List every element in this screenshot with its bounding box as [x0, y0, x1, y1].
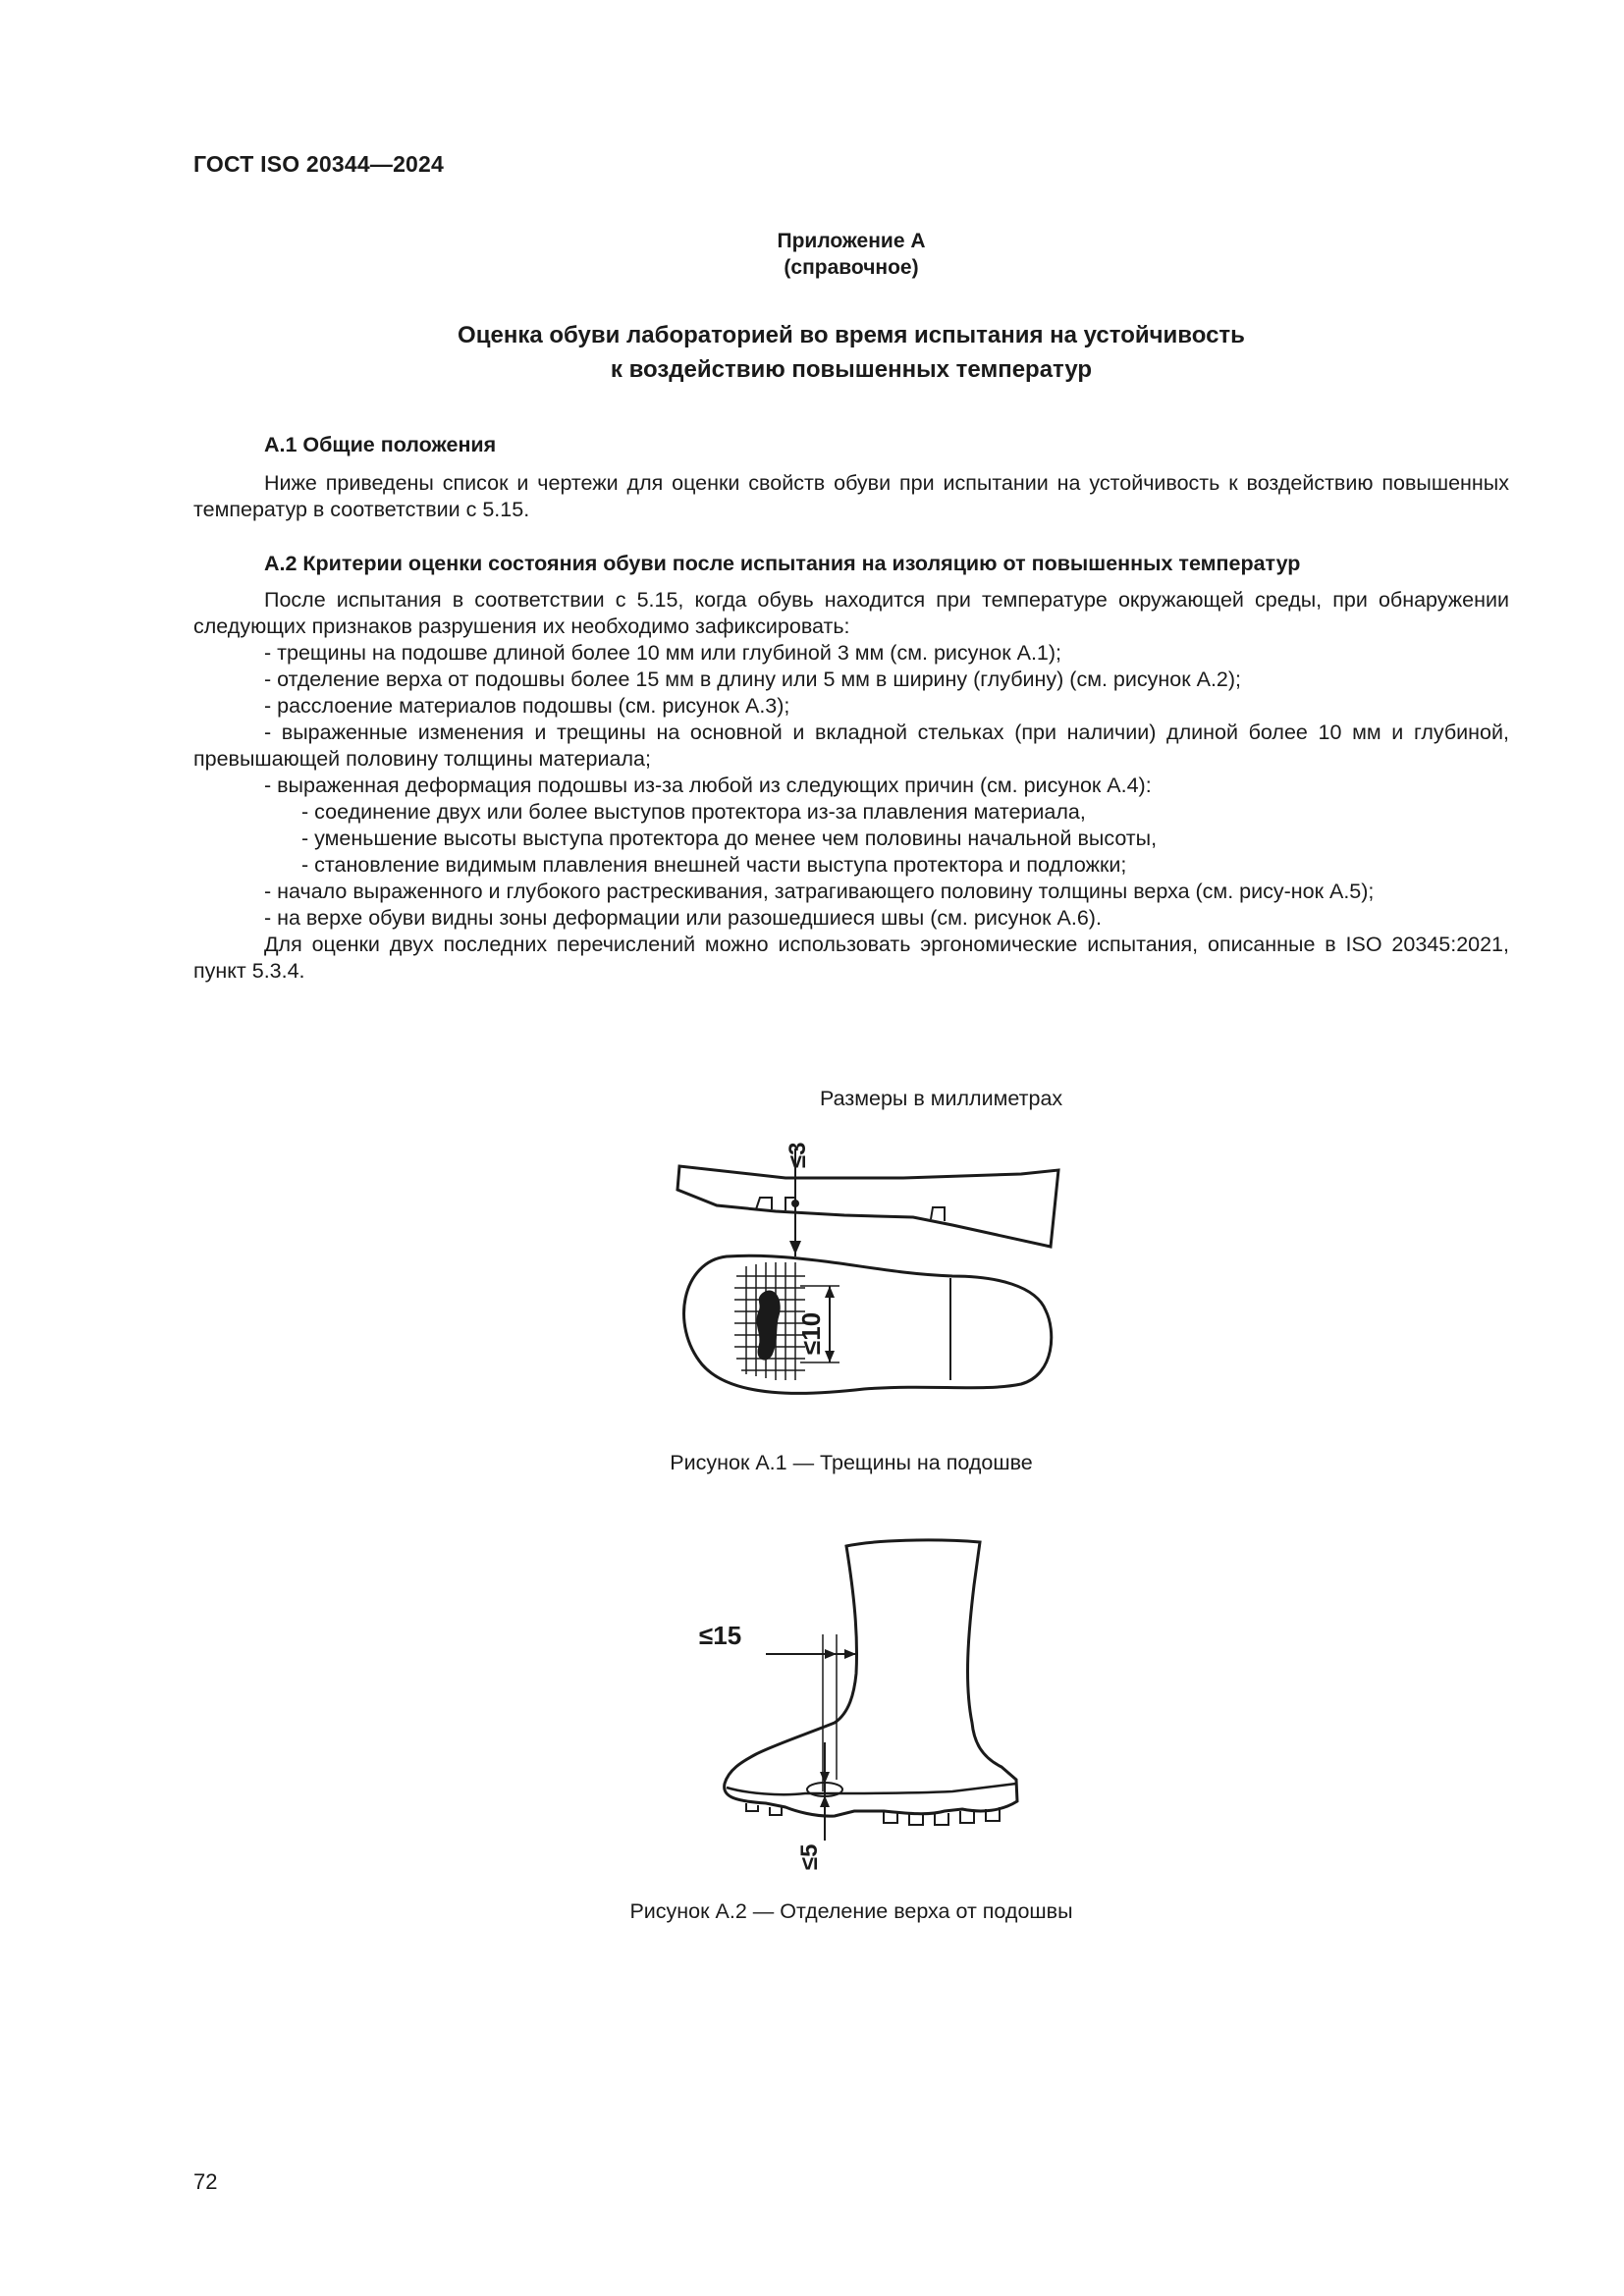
fig2-depth-label: ≤5 — [796, 1843, 823, 1870]
fig2-length-label: ≤15 — [699, 1621, 742, 1650]
annex-title — [193, 228, 1509, 281]
fig1-length-label: ≤10 — [796, 1311, 826, 1355]
section-a2-closing: Для оценки двух последних перечислений можно использовать эргономические испытания, описанные в ISO 20345:2021, пункт 5.3.4. — [193, 933, 1509, 983]
figure-a1-caption: Рисунок А.1 — Трещины на подошве — [670, 1451, 1033, 1474]
section-a2 — [193, 551, 1509, 985]
boot-outline — [725, 1540, 1017, 1816]
sub-list-item: - соединение двух или более выступов протектора из-за плавления материала, — [301, 800, 1086, 824]
list-item: - расслоение материалов подошвы (см. рисунок А.3); — [264, 694, 790, 718]
sub-list-item: - уменьшение высоты выступа протектора до менее чем половины начальной высоты, — [301, 827, 1158, 850]
section-a1-heading: А.1 Общие положения — [264, 433, 497, 456]
section-a1-paragraph: Ниже приведены список и чертежи для оценки свойств обуви при испытании на устойчивость к воздействию повышенных температур в соответствии с 5.15. — [193, 471, 1509, 521]
units-note: Размеры в миллиметрах — [820, 1087, 1063, 1110]
title-line-1: Оценка обуви лабораторией во время испытания на устойчивость — [458, 322, 1245, 348]
sole-cross-section — [677, 1166, 1058, 1247]
figure-a1-drawing — [658, 1139, 1070, 1423]
annex-type: (справочное) — [784, 256, 919, 279]
fig1-depth-label: ≤3 — [785, 1142, 811, 1168]
list-item: - трещины на подошве длиной более 10 мм или глубиной 3 мм (см. рисунок А.1); — [264, 641, 1062, 665]
list-item: - выраженные изменения и трещины на основной и вкладной стельках (при наличии) длиной более 10 мм и глубиной, превышающей половину толщины материала; — [193, 721, 1509, 771]
section-a1 — [193, 432, 1509, 523]
list-item: - на верхе обуви видны зоны деформации или разошедшиеся швы (см. рисунок А.6). — [264, 906, 1102, 930]
list-item: - выраженная деформация подошвы из-за любой из следующих причин (см. рисунок А.4): — [264, 774, 1152, 797]
section-a2-heading: А.2 Критерии оценки состояния обуви после испытания на изоляцию от повышенных температур — [264, 552, 1301, 575]
title-line-2: к воздействию повышенных температур — [610, 356, 1093, 383]
section-a2-intro: После испытания в соответствии с 5.15, когда обувь находится при температуре окружающей среды, при обнаружении следующих признаков разрушения их необходимо зафиксировать: — [193, 588, 1509, 638]
figure-a2-drawing — [687, 1517, 1041, 1880]
figure-a2-caption: Рисунок А.2 — Отделение верха от подошвы — [629, 1899, 1073, 1923]
document-header: ГОСТ ISO 20344—2024 — [193, 151, 445, 177]
sub-list-item: - становление видимым плавления внешней части выступа протектора и подложки; — [301, 853, 1127, 877]
annex-label: Приложение А — [777, 230, 926, 252]
list-item: - отделение верха от подошвы более 15 мм в длину или 5 мм в ширину (глубину) (см. рисунок А.2); — [264, 667, 1242, 691]
page-number: 72 — [193, 2169, 218, 2194]
page-title — [193, 318, 1509, 387]
list-item: - начало выраженного и глубокого растрескивания, затрагивающего половину толщины верха (см. рису-нок А.5); — [264, 880, 1375, 903]
